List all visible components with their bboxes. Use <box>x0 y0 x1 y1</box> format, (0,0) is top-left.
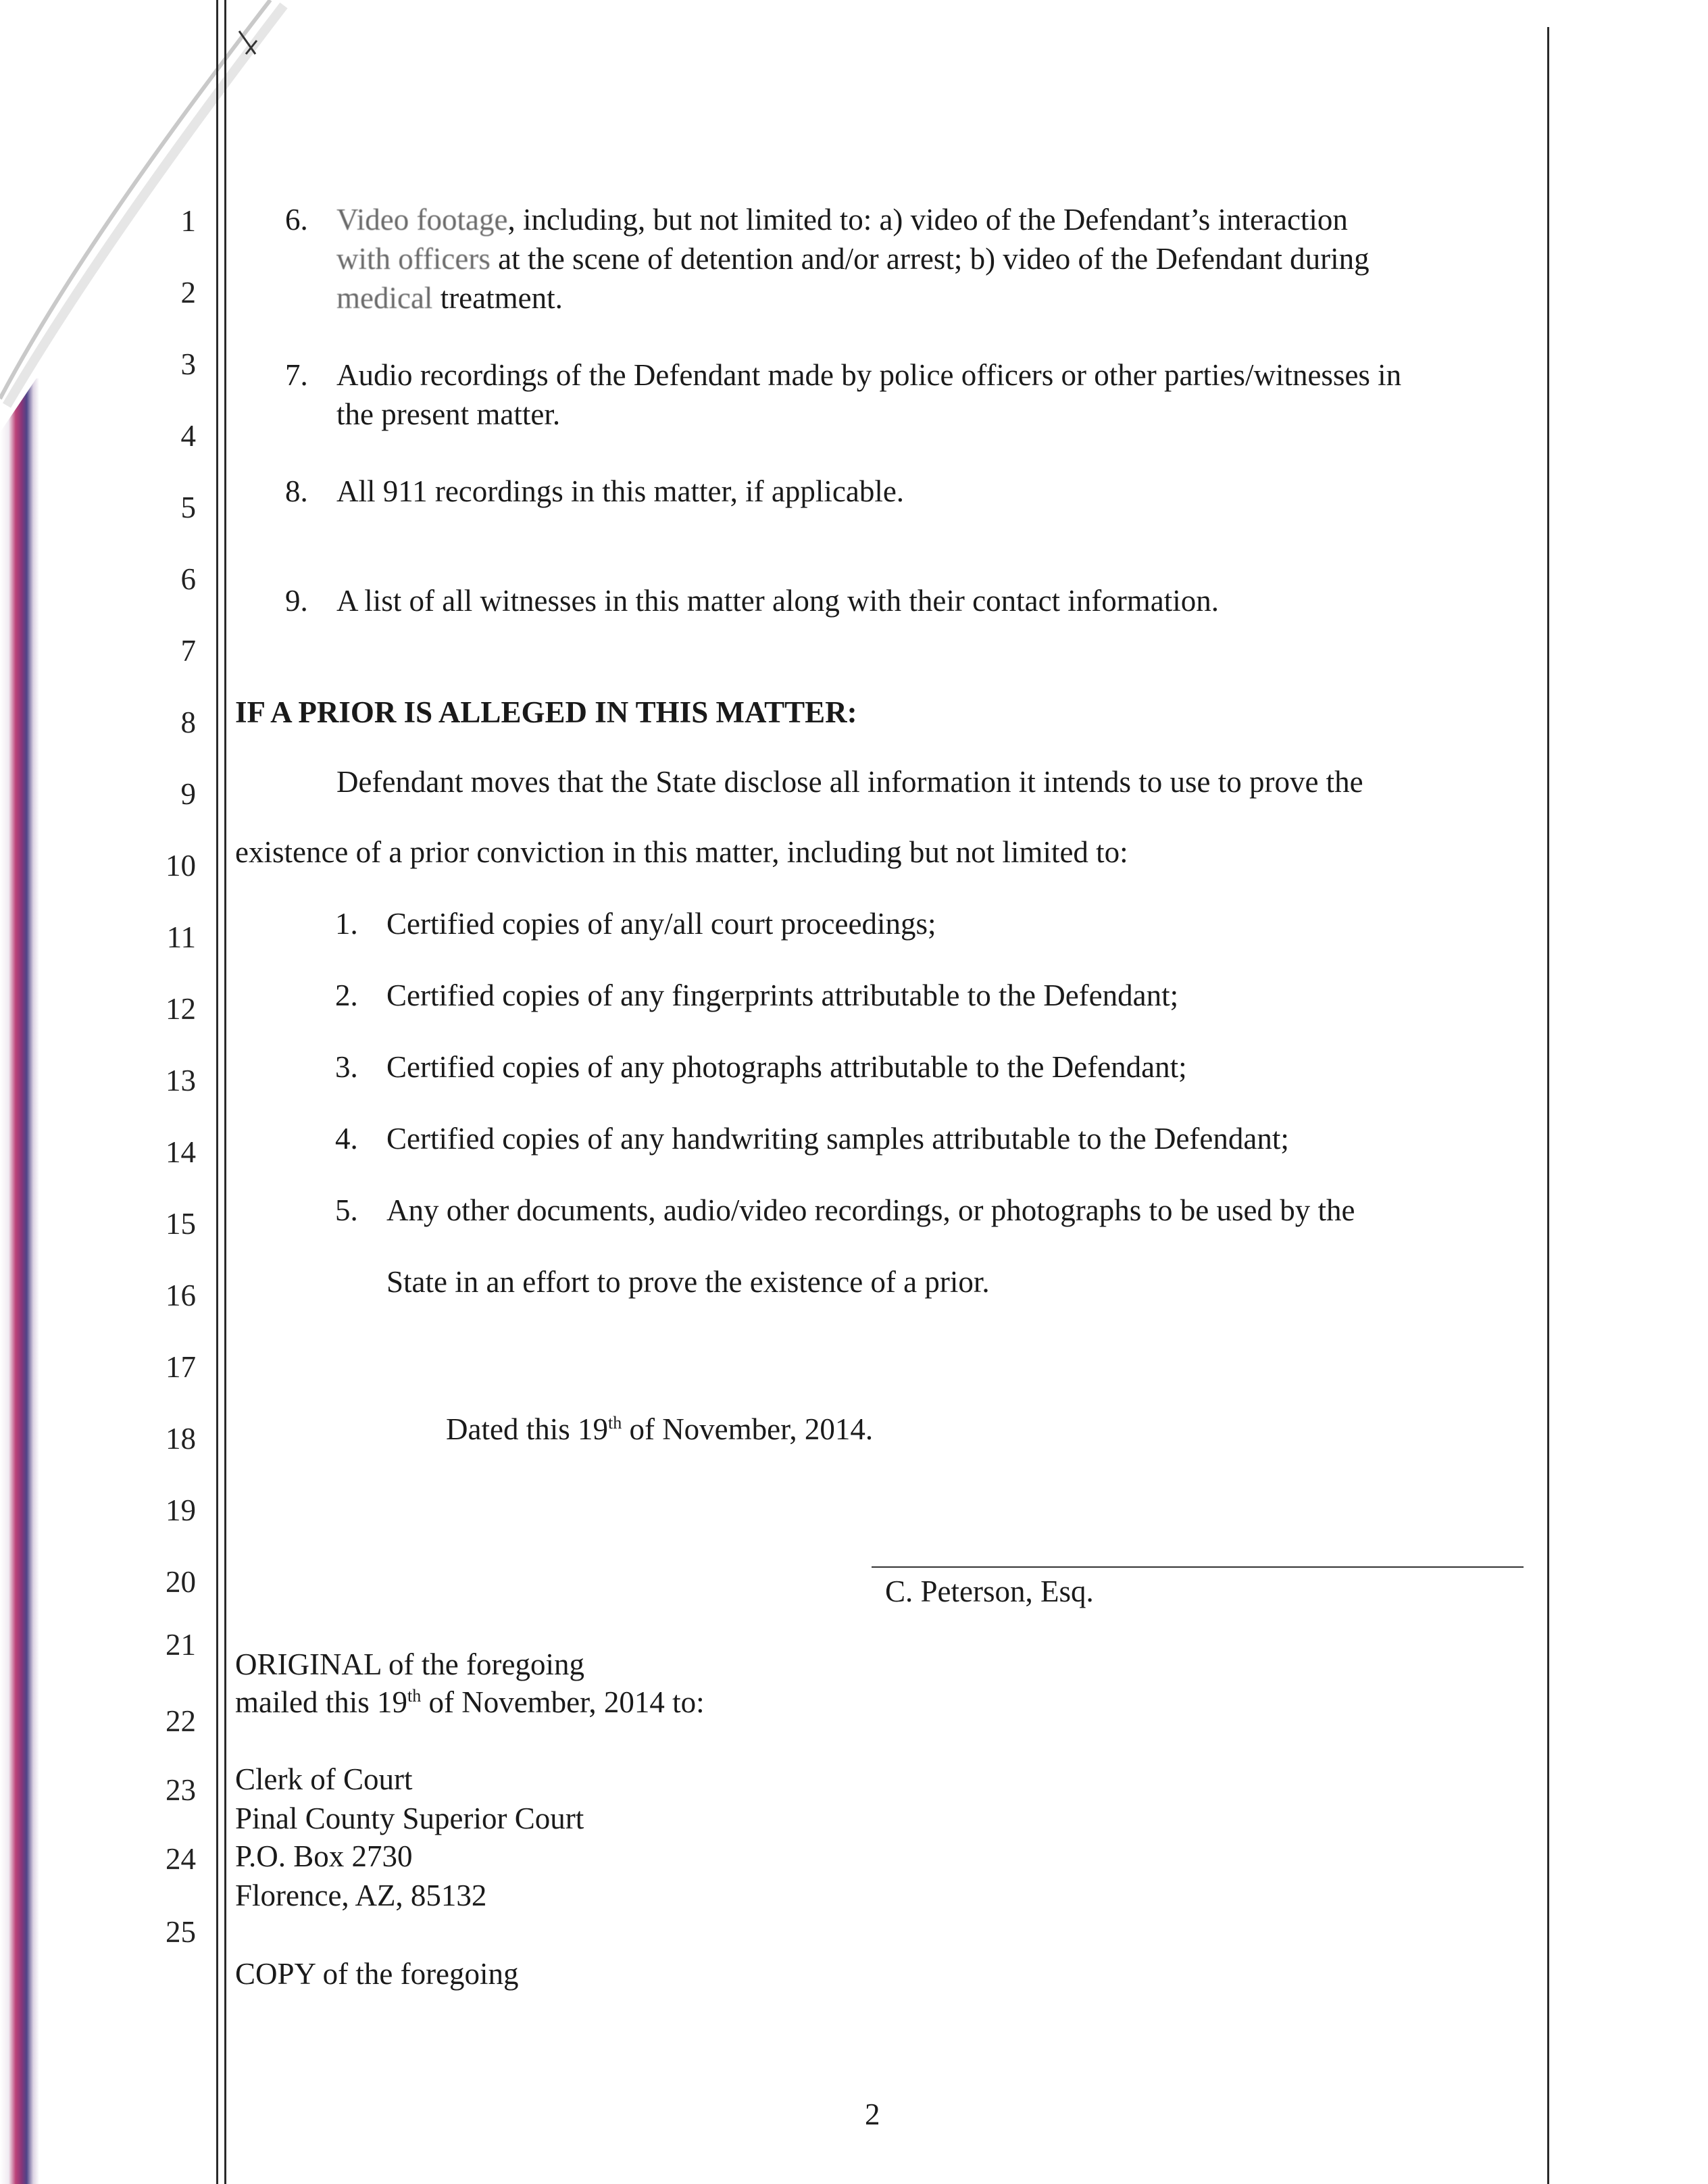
dated-text: Dated this 19 <box>446 1412 608 1446</box>
right-margin-rule <box>1547 27 1549 2184</box>
list-item-number: 2. <box>335 978 358 1012</box>
list-item-text: Certified copies of any fingerprints attributable to the Defendant; <box>386 978 1179 1012</box>
list-item-line: Audio recordings of the Defendant made by police officers or other parties/witnesses in <box>336 358 1402 392</box>
paragraph-line: existence of a prior conviction in this matter, including but not limited to: <box>235 835 1128 869</box>
list-item-text: , including, but not limited to: a) video of the Defendant’s interaction <box>507 203 1348 237</box>
list-item-text: at the scene of detention and/or arrest; b) video of the Defendant during <box>490 242 1370 276</box>
faded-text: Video footage <box>336 203 508 237</box>
line-number: 12 <box>166 992 196 1026</box>
binding-edge-stain <box>0 378 39 2184</box>
line-number: 10 <box>166 849 196 883</box>
list-item-number: 7. <box>285 358 308 392</box>
dated-text: of November, 2014. <box>622 1412 874 1446</box>
list-item-text: Certified copies of any photographs attributable to the Defendant; <box>386 1050 1187 1084</box>
left-margin-rule-2 <box>224 0 226 2184</box>
list-item-text: treatment. <box>432 281 563 315</box>
dated-line <box>446 1410 873 1449</box>
line-number: 9 <box>180 777 196 811</box>
line-number: 20 <box>166 1565 196 1599</box>
list-item-line: All 911 recordings in this matter, if applicable. <box>336 474 905 508</box>
ordinal-suffix: th <box>407 1686 422 1706</box>
address-line: Florence, AZ, 85132 <box>235 1879 487 1912</box>
line-number: 22 <box>166 1704 196 1738</box>
line-number: 4 <box>180 419 196 453</box>
faded-text: medical <box>336 281 433 315</box>
list-item-number: 4. <box>335 1122 358 1156</box>
line-number: 11 <box>166 920 196 954</box>
line-number: 2 <box>180 276 196 309</box>
line-number: 18 <box>166 1422 196 1456</box>
line-number: 19 <box>166 1493 196 1527</box>
signature-line <box>872 1566 1524 1568</box>
list-item-number: 1. <box>335 907 358 941</box>
ordinal-suffix: th <box>607 1413 622 1433</box>
list-item-text: Certified copies of any handwriting samples attributable to the Defendant; <box>386 1122 1289 1156</box>
list-item-number: 3. <box>335 1050 358 1084</box>
original-text: mailed this 19 <box>235 1685 407 1719</box>
line-number: 25 <box>166 1915 196 1949</box>
section-heading: IF A PRIOR IS ALLEGED IN THIS MATTER: <box>235 695 857 729</box>
copy-line: COPY of the foregoing <box>235 1957 519 1991</box>
line-number: 6 <box>180 562 196 596</box>
list-item-text: State in an effort to prove the existence of a prior. <box>386 1265 990 1299</box>
list-item-text: Certified copies of any/all court proceedings; <box>386 907 936 941</box>
line-number: 16 <box>166 1279 196 1312</box>
list-item-number: 9. <box>285 584 308 618</box>
line-number: 7 <box>180 634 196 668</box>
list-item-line <box>336 278 563 318</box>
address-line: P.O. Box 2730 <box>235 1839 413 1873</box>
line-number: 17 <box>166 1350 196 1384</box>
line-number: 8 <box>180 705 196 739</box>
line-number: 23 <box>166 1773 196 1807</box>
list-item-line <box>336 239 1370 278</box>
line-number: 3 <box>180 347 196 381</box>
faded-text: with officers <box>336 242 491 276</box>
paragraph-line: Defendant moves that the State disclose all information it intends to use to prove the <box>336 765 1363 799</box>
signature-name: C. Peterson, Esq. <box>885 1574 1094 1608</box>
original-text: of November, 2014 to: <box>421 1685 705 1719</box>
line-number: 24 <box>166 1842 196 1876</box>
line-number: 1 <box>180 204 196 238</box>
list-item-line: the present matter. <box>336 397 561 431</box>
original-line: ORIGINAL of the foregoing <box>235 1647 584 1681</box>
address-line: Pinal County Superior Court <box>235 1802 584 1835</box>
line-number: 15 <box>166 1207 196 1241</box>
line-number: 14 <box>166 1135 196 1169</box>
list-item-number: 8. <box>285 474 308 508</box>
line-number: 13 <box>166 1064 196 1097</box>
original-line <box>235 1683 705 1722</box>
line-number: 5 <box>180 491 196 524</box>
list-item-line: A list of all witnesses in this matter along with their contact information. <box>336 584 1220 618</box>
left-margin-rule-1 <box>216 0 218 2184</box>
list-item-number: 5. <box>335 1193 358 1227</box>
fold-mark <box>236 27 263 61</box>
list-item-number: 6. <box>285 203 308 237</box>
list-item-line <box>336 200 1348 239</box>
list-item-text: Any other documents, audio/video recordings, or photographs to be used by the <box>386 1193 1355 1227</box>
address-line: Clerk of Court <box>235 1762 413 1796</box>
line-number: 21 <box>166 1628 196 1662</box>
page-number: 2 <box>865 2098 880 2131</box>
